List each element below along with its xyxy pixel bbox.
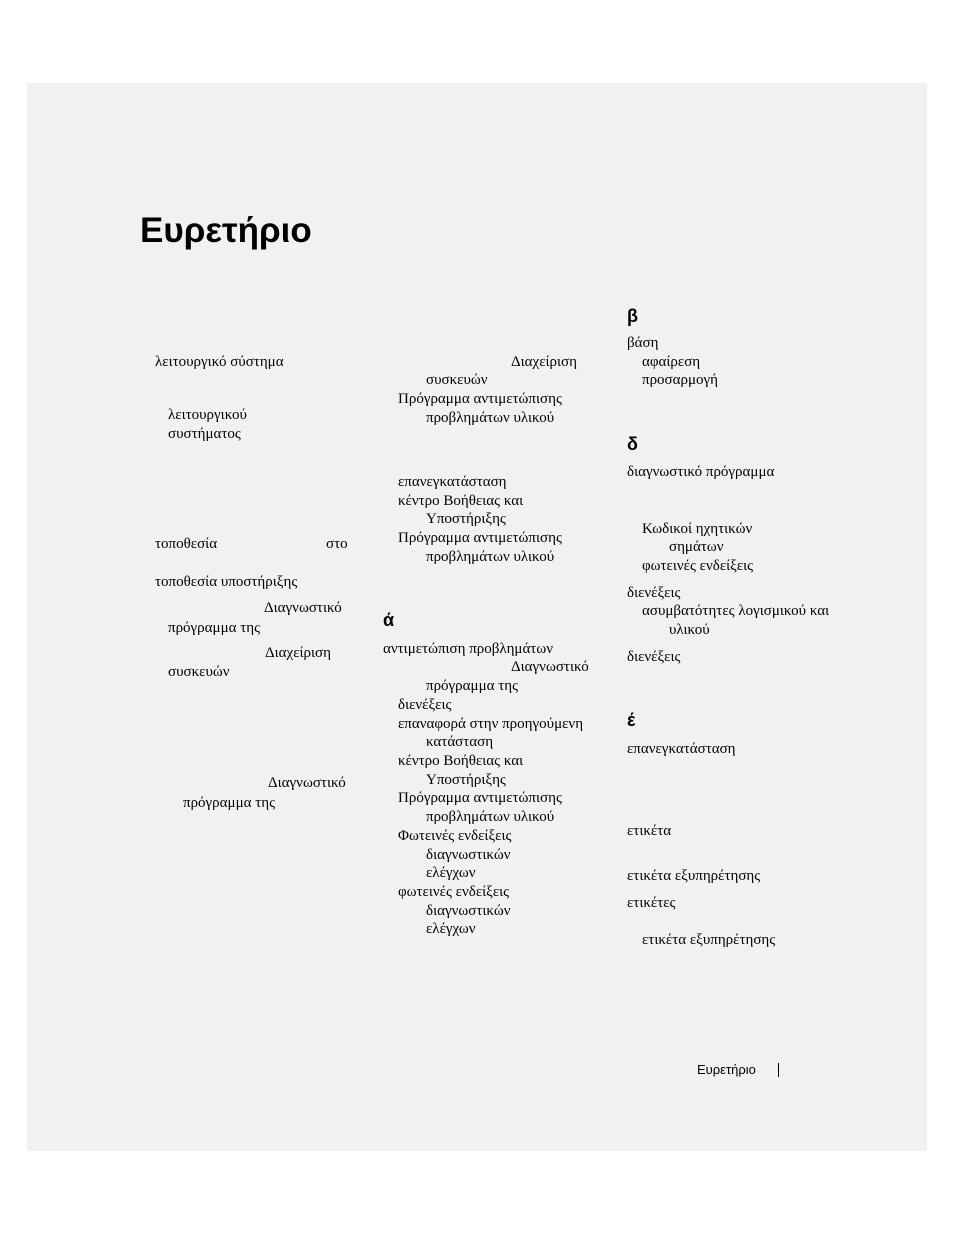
index-subentry: Διαγνωστικό [264, 600, 342, 616]
index-entry: τοποθεσία υποστήριξης [155, 574, 298, 590]
index-subentry: κέντρο Βοήθειας και [398, 753, 524, 769]
index-subentry: διαγνωστικών [426, 847, 511, 863]
index-entry: αντιμετώπιση προβλημάτων [383, 641, 553, 657]
index-entry: ετικέτα εξυπηρέτησης [627, 868, 761, 884]
index-subentry: προβλημάτων υλικού [426, 549, 555, 565]
index-entry: στο [326, 536, 348, 552]
index-entry: διαγνωστικό πρόγραμμα [627, 464, 775, 480]
index-subentry: ελέγχων [426, 865, 476, 881]
index-subentry: φωτεινές ενδείξεις [398, 884, 510, 900]
index-entry: διενέξεις [627, 649, 681, 665]
index-subentry: Υποστήριξης [426, 772, 506, 788]
index-subentry: προβλημάτων υλικού [426, 410, 555, 426]
index-subentry: Διαχείριση [265, 645, 331, 661]
section-heading-delta: δ [627, 434, 638, 454]
index-subentry: αφαίρεση [642, 354, 701, 370]
index-subentry: φωτεινές ενδείξεις [642, 558, 754, 574]
index-entry: ετικέτες [627, 895, 676, 911]
index-subentry: πρόγραμμα της [168, 620, 261, 636]
index-subentry: κατάσταση [426, 734, 494, 750]
index-subentry: συσκευών [426, 372, 488, 388]
index-subentry: επανεγκατάσταση [398, 474, 507, 490]
index-subentry: κέντρο Βοήθειας και [398, 493, 524, 509]
index-subentry: λειτουργικού [168, 407, 247, 423]
index-entry: ετικέτα [627, 823, 672, 839]
section-heading-epsilon-tonos: έ [627, 710, 636, 730]
section-heading-alpha-tonos: ά [383, 610, 395, 630]
index-subentry: επαναφορά στην προηγούμενη [398, 716, 584, 732]
index-subentry: διενέξεις [398, 697, 452, 713]
footer-separator [778, 1063, 779, 1077]
index-entry: διενέξεις [627, 585, 681, 601]
footer-section-label: Ευρετήριο [697, 1062, 756, 1077]
index-subentry: συσκευών [168, 664, 230, 680]
index-subentry: πρόγραμμα της [183, 795, 276, 811]
index-subentry: Πρόγραμμα αντιμετώπισης [398, 790, 562, 806]
index-subentry: ελέγχων [426, 921, 476, 937]
index-subentry: Πρόγραμμα αντιμετώπισης [398, 391, 562, 407]
index-subentry: σημάτων [669, 539, 724, 555]
index-subentry: ασυμβατότητες λογισμικού και [642, 603, 830, 619]
index-subentry: Πρόγραμμα αντιμετώπισης [398, 530, 562, 546]
index-subentry: Διαγνωστικό [511, 659, 589, 675]
index-subentry: υλικού [669, 622, 710, 638]
index-subentry: Φωτεινές ενδείξεις [398, 828, 512, 844]
index-entry: βάση [627, 335, 659, 351]
index-subentry: ετικέτα εξυπηρέτησης [642, 932, 776, 948]
index-subentry: διαγνωστικών [426, 903, 511, 919]
section-heading-beta: β [627, 306, 638, 326]
index-subentry: πρόγραμμα της [426, 678, 519, 694]
page-title: Ευρετήριο [140, 211, 312, 250]
index-subentry: Υποστήριξης [426, 511, 506, 527]
index-subentry: Διαχείριση [511, 354, 577, 370]
index-subentry: προβλημάτων υλικού [426, 809, 555, 825]
index-entry: λειτουργικό σύστημα [155, 354, 284, 370]
index-subentry: Κωδικοί ηχητικών [642, 521, 753, 537]
index-subentry: προσαρμογή [642, 372, 719, 388]
index-subentry: συστήματος [168, 426, 241, 442]
index-entry: επανεγκατάσταση [627, 741, 736, 757]
index-entry: τοποθεσία [155, 536, 218, 552]
index-subentry: Διαγνωστικό [268, 775, 346, 791]
